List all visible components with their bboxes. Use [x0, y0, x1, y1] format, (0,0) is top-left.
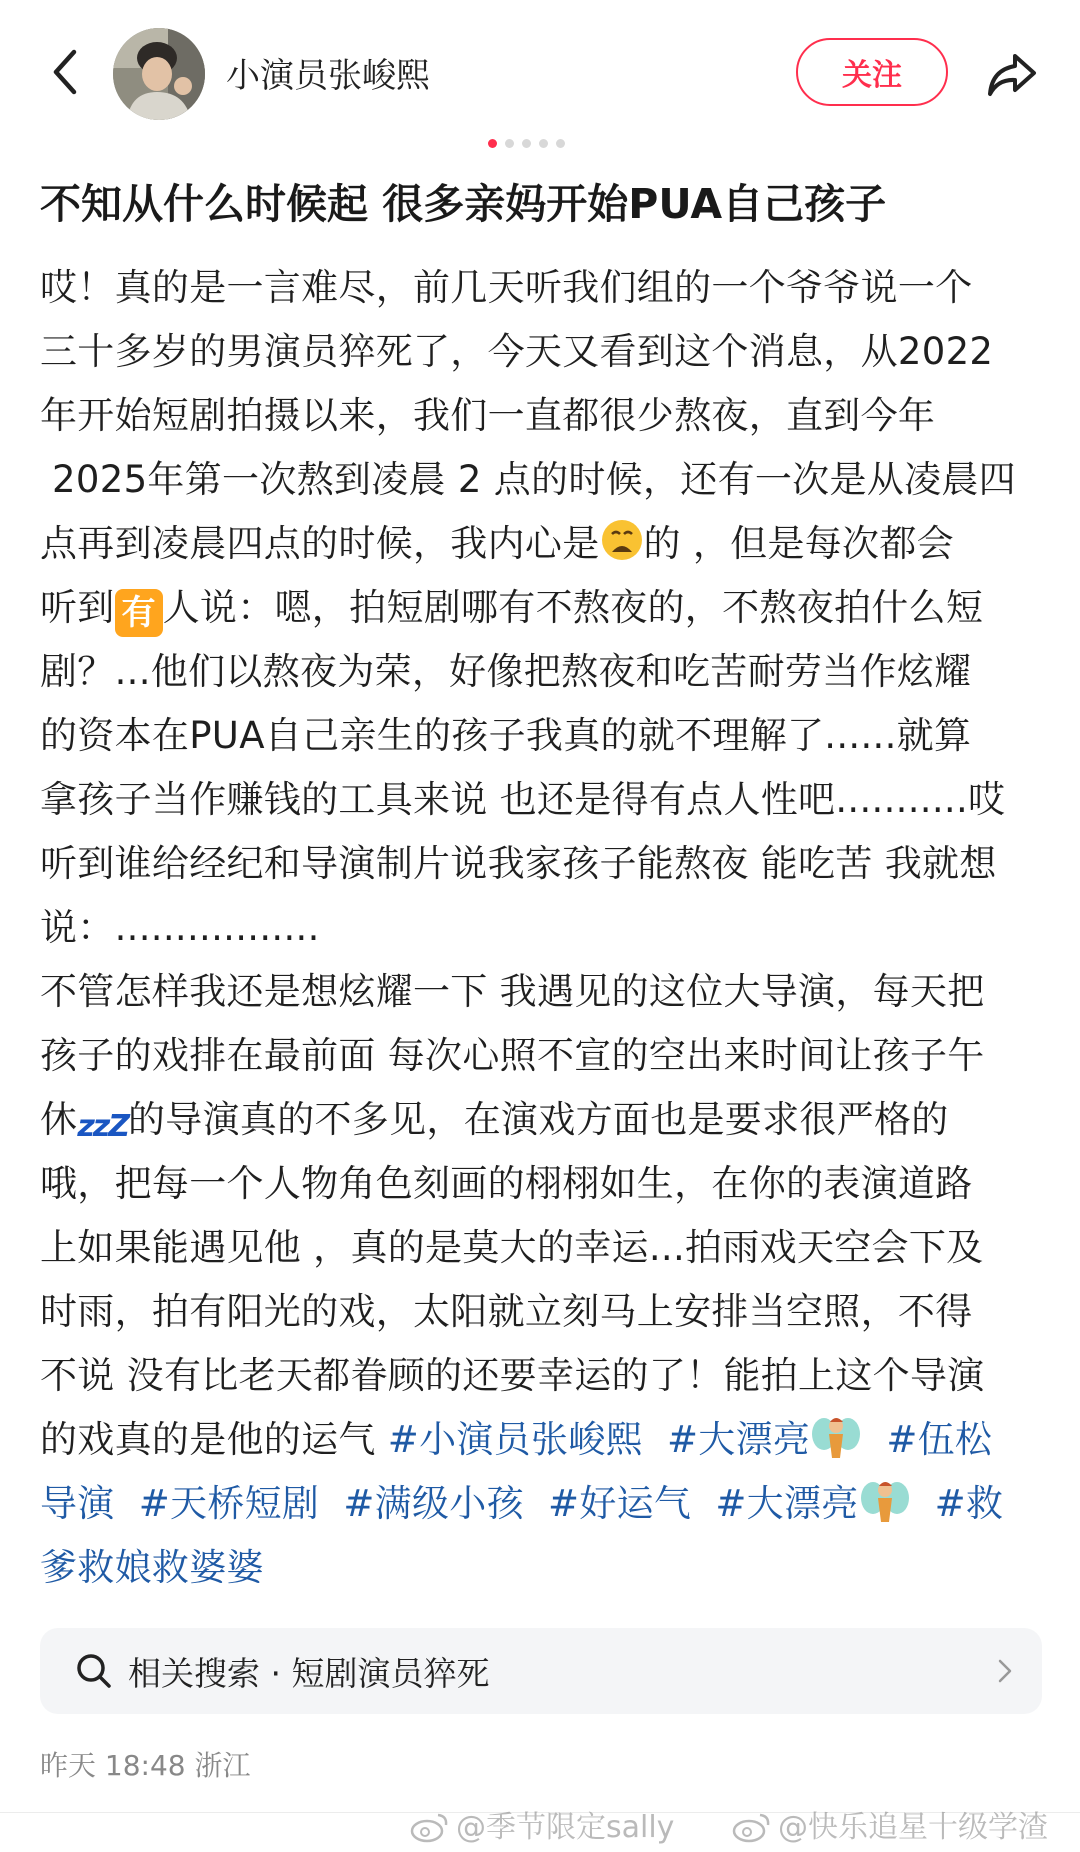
hashtag-link[interactable]: #天桥短剧 — [138, 1482, 320, 1525]
body-text — [862, 1418, 886, 1461]
body-text: 三十多岁的男演员猝死了，今天又看到这个消息，从2022 — [40, 330, 994, 373]
post-time: 昨天 18:48 — [40, 1749, 186, 1782]
body-text: 哎！真的是一言难尽，前几天听我们组的一个爷爷说一个 — [40, 266, 973, 309]
body-line — [40, 640, 1050, 704]
body-line — [40, 704, 1050, 768]
related-search-bar[interactable] — [40, 1628, 1042, 1714]
body-text: 休 — [40, 1098, 78, 1141]
body-text — [319, 1482, 343, 1525]
hashtag-link[interactable]: 爹救娘救婆婆 — [40, 1546, 264, 1589]
body-text: 说：................. — [40, 906, 320, 949]
body-text: 2025年第一次熬到凌晨 2 点的时候，还有一次是从凌晨四 — [40, 458, 1016, 501]
page-dot — [539, 139, 548, 148]
weary-face-emoji — [600, 518, 644, 562]
body-line — [40, 1152, 1050, 1216]
body-line — [40, 256, 1050, 320]
post-location: 浙江 — [194, 1749, 251, 1782]
body-text: 的资本在PUA自己亲生的孩子我真的就不理解了......就算 — [40, 714, 972, 757]
weibo-logo-icon — [732, 1810, 772, 1844]
body-line — [40, 1024, 1050, 1088]
body-text — [691, 1482, 715, 1525]
body-text — [524, 1482, 548, 1525]
hashtag-link[interactable]: 导演 — [40, 1482, 115, 1525]
hashtag-link[interactable]: #好运气 — [548, 1482, 692, 1525]
body-text: 点再到凌晨四点的时候，我内心是 — [40, 522, 600, 565]
related-search-label: 相关搜索 · 短剧演员猝死 — [128, 1654, 490, 1693]
body-text: 哦，把每一个人物角色刻画的栩栩如生，在你的表演道路 — [40, 1162, 973, 1205]
body-line — [40, 1216, 1050, 1280]
hashtag-link[interactable]: #大漂亮 — [715, 1482, 859, 1525]
page-dot — [488, 139, 497, 148]
watermark-text: @快乐追星十级学渣 — [778, 1810, 1048, 1845]
image-page-indicator — [488, 139, 565, 149]
body-line — [40, 1280, 1050, 1344]
post-title: 不知从什么时候起 很多亲妈开始PUA自己孩子 — [40, 180, 887, 228]
search-icon — [74, 1651, 114, 1691]
body-text: 听到 — [40, 586, 115, 629]
body-line — [40, 768, 1050, 832]
chevron-right-icon — [990, 1655, 1020, 1687]
author-name[interactable]: 小演员张峻熙 — [226, 56, 430, 96]
body-text: 不管怎样我还是想炫耀一下 我遇见的这位大导演，每天把 — [40, 970, 985, 1013]
body-line — [40, 320, 1050, 384]
hashtag-link[interactable]: #满级小孩 — [343, 1482, 524, 1525]
body-line — [40, 448, 1050, 512]
body-text: 听到谁给经纪和导演制片说我家孩子能熬夜 能吃苦 我就想 — [40, 842, 997, 885]
body-line — [40, 576, 1050, 640]
share-button[interactable] — [982, 44, 1042, 104]
body-text: 的导演真的不多见，在演戏方面也是要求很严格的 — [128, 1098, 949, 1141]
body-text — [115, 1482, 139, 1525]
body-text — [643, 1418, 667, 1461]
body-line — [40, 384, 1050, 448]
zzz-emoji: zzZ — [77, 1109, 128, 1144]
body-text: 的戏真的是他的运气 — [40, 1418, 388, 1461]
body-text: 拿孩子当作赚钱的工具来说 也还是得有点人性吧...........哎 — [40, 778, 1006, 821]
body-text: 上如果能遇见他 ，真的是莫大的幸运...拍雨戏天空会下及 — [40, 1226, 984, 1269]
watermark-text: @季节限定sally — [456, 1810, 675, 1845]
post-body — [40, 256, 1050, 1600]
body-text: 的 ，但是每次都会 — [643, 522, 954, 565]
post-header — [0, 0, 1080, 150]
body-text: 时雨，拍有阳光的戏，太阳就立刻马上安排当空照，不得 — [40, 1290, 973, 1333]
body-text — [911, 1482, 935, 1525]
hashtag-link[interactable]: #小演员张峻熙 — [387, 1418, 643, 1461]
body-line — [40, 512, 1050, 576]
body-line — [40, 1344, 1050, 1408]
chevron-left-icon — [38, 42, 98, 102]
body-line — [40, 1472, 1050, 1536]
body-text: 年开始短剧拍摄以来，我们一直都很少熬夜，直到今年 — [40, 394, 936, 437]
fairy-emoji — [859, 1476, 911, 1530]
body-line — [40, 1536, 1050, 1600]
hashtag-link[interactable]: #伍松 — [886, 1418, 993, 1461]
body-line — [40, 960, 1050, 1024]
body-line — [40, 1408, 1050, 1472]
fairy-emoji — [810, 1412, 862, 1466]
page-dot — [556, 139, 565, 148]
follow-button[interactable]: 关注 — [796, 38, 948, 106]
page-dot — [505, 139, 514, 148]
share-icon — [982, 44, 1042, 104]
body-text: 剧？...他们以熬夜为荣，好像把熬夜和吃苦耐劳当作炫耀 — [40, 650, 972, 693]
body-text: 人说：嗯，拍短剧哪有不熬夜的，不熬夜拍什么短 — [162, 586, 984, 629]
watermark — [410, 1802, 674, 1846]
hashtag-link[interactable]: #救 — [934, 1482, 1004, 1525]
weibo-logo-icon — [410, 1810, 450, 1844]
body-text: 孩子的戏排在最前面 每次心照不宣的空出来时间让孩子午 — [40, 1034, 985, 1077]
post-meta — [40, 1744, 251, 1784]
body-text: 不说 没有比老天都眷顾的还要幸运的了！能拍上这个导演 — [40, 1354, 985, 1397]
you-badge-emoji: 有 — [115, 589, 163, 637]
avatar[interactable] — [113, 28, 205, 120]
watermark — [732, 1802, 1048, 1846]
body-line — [40, 896, 1050, 960]
hashtag-link[interactable]: #大漂亮 — [667, 1418, 811, 1461]
page-dot — [522, 139, 531, 148]
body-line — [40, 1088, 1050, 1152]
body-line — [40, 832, 1050, 896]
back-button[interactable] — [38, 42, 98, 102]
